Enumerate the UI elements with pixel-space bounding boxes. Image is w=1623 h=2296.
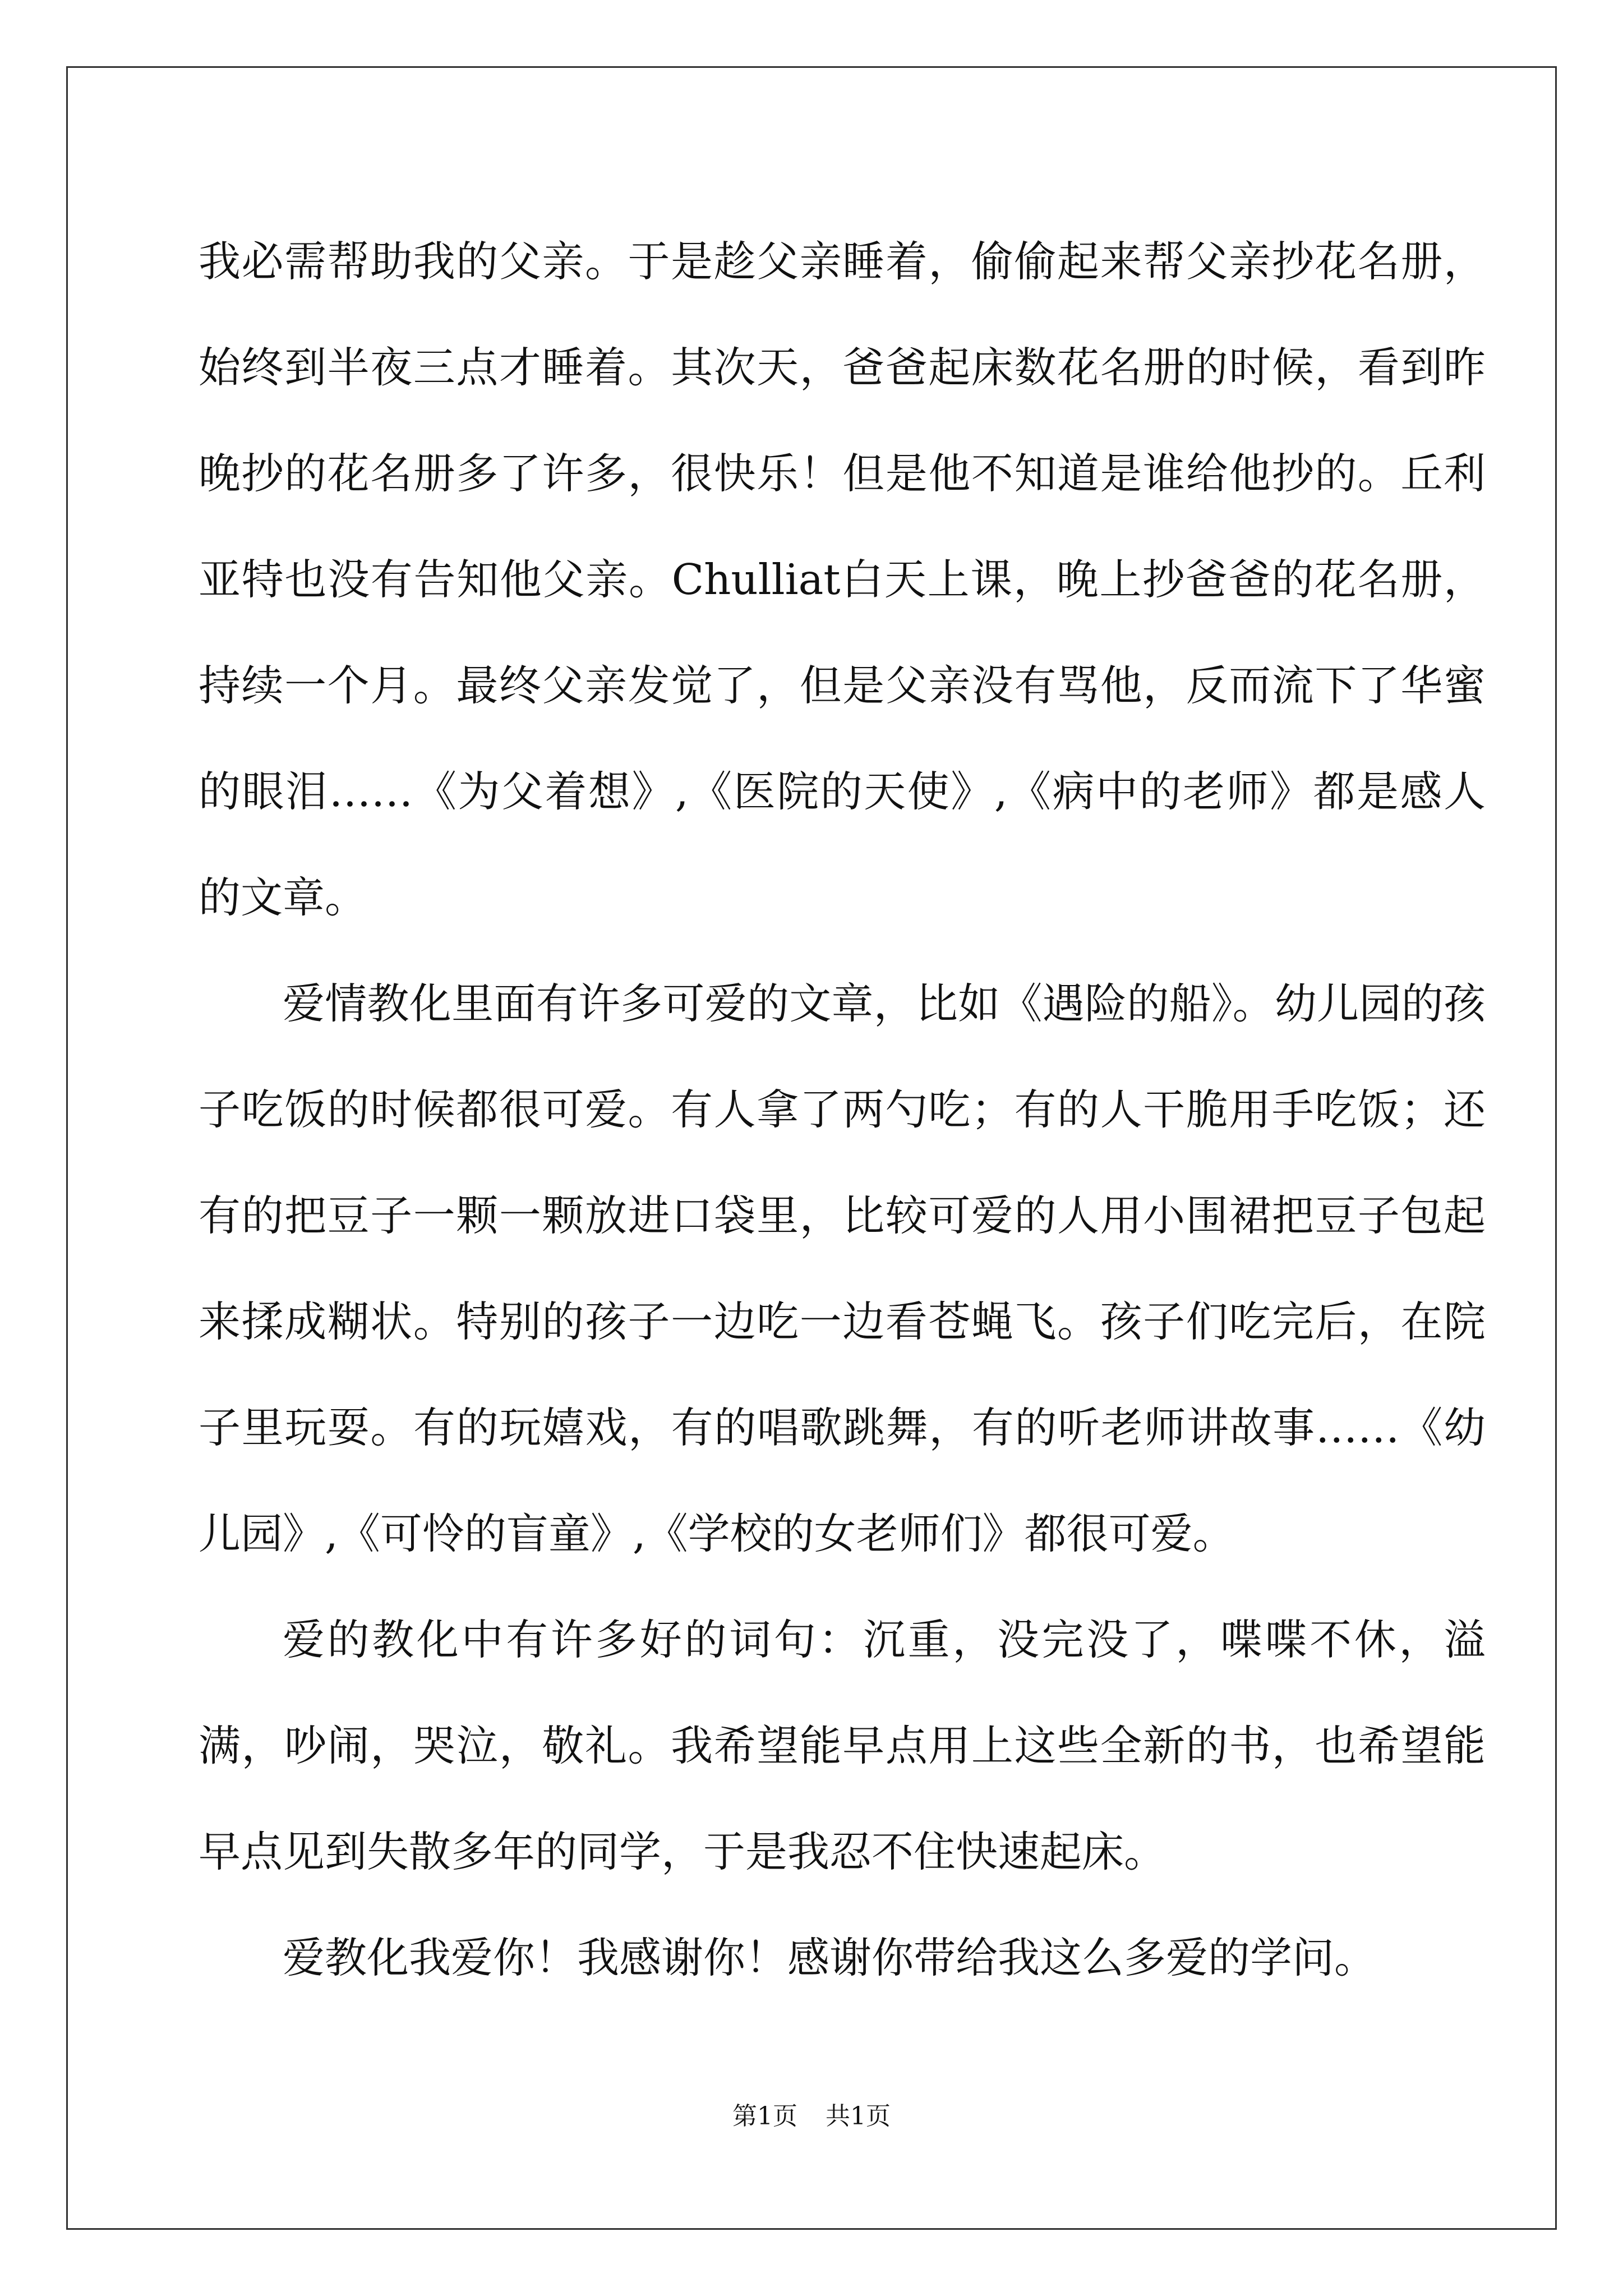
paragraph-2: 爱情教化里面有许多可爱的文章，比如《遇险的船》。幼儿园的孩子吃饭的时候都很可爱。有人拿了两勺吃；有的人干脆用手吃饭；还有的把豆子一颗一颗放进口袋里，比较可爱的人用小围裙把豆子包起来揉成糊状。特别的孩子一边吃一边看苍蝇飞。孩子们吃完后，在院子里玩耍。有的玩嬉戏，有的唱歌跳舞，有的听老师讲故事……《幼儿园》,《可怜的盲童》,《学校的女老师们》都很可爱。	[199, 979, 1486, 1558]
paragraph-3: 爱的教化中有许多好的词句：沉重，没完没了，喋喋不休，溢满，吵闹，哭泣，敬礼。我希望能早点用上这些全新的书，也希望能早点见到失散多年的同学，于是我忍不住快速起床。	[199, 1615, 1486, 1876]
page-number: 第1页	[732, 2102, 797, 2131]
document-body	[199, 209, 1486, 2011]
page-footer	[0, 2096, 1623, 2132]
paragraph-4: 爱教化我爱你！我感谢你！感谢你带给我这么多爱的学问。	[283, 1933, 1377, 1982]
page-total: 共1页	[826, 2102, 891, 2131]
paragraph-1: 我必需帮助我的父亲。于是趁父亲睡着，偷偷起来帮父亲抄花名册，始终到半夜三点才睡着。其次天，爸爸起床数花名册的时候，看到昨晚抄的花名册多了许多，很快乐！但是他不知道是谁给他抄的。丘利亚特也没有告知他父亲。Chulliat白天上课，晚上抄爸爸的花名册，持续一个月。最终父亲发觉了，但是父亲没有骂他，反而流下了华蜜的眼泪……《为父着想》,《医院的天使》,《病中的老师》都是感人的文章。	[199, 237, 1486, 922]
